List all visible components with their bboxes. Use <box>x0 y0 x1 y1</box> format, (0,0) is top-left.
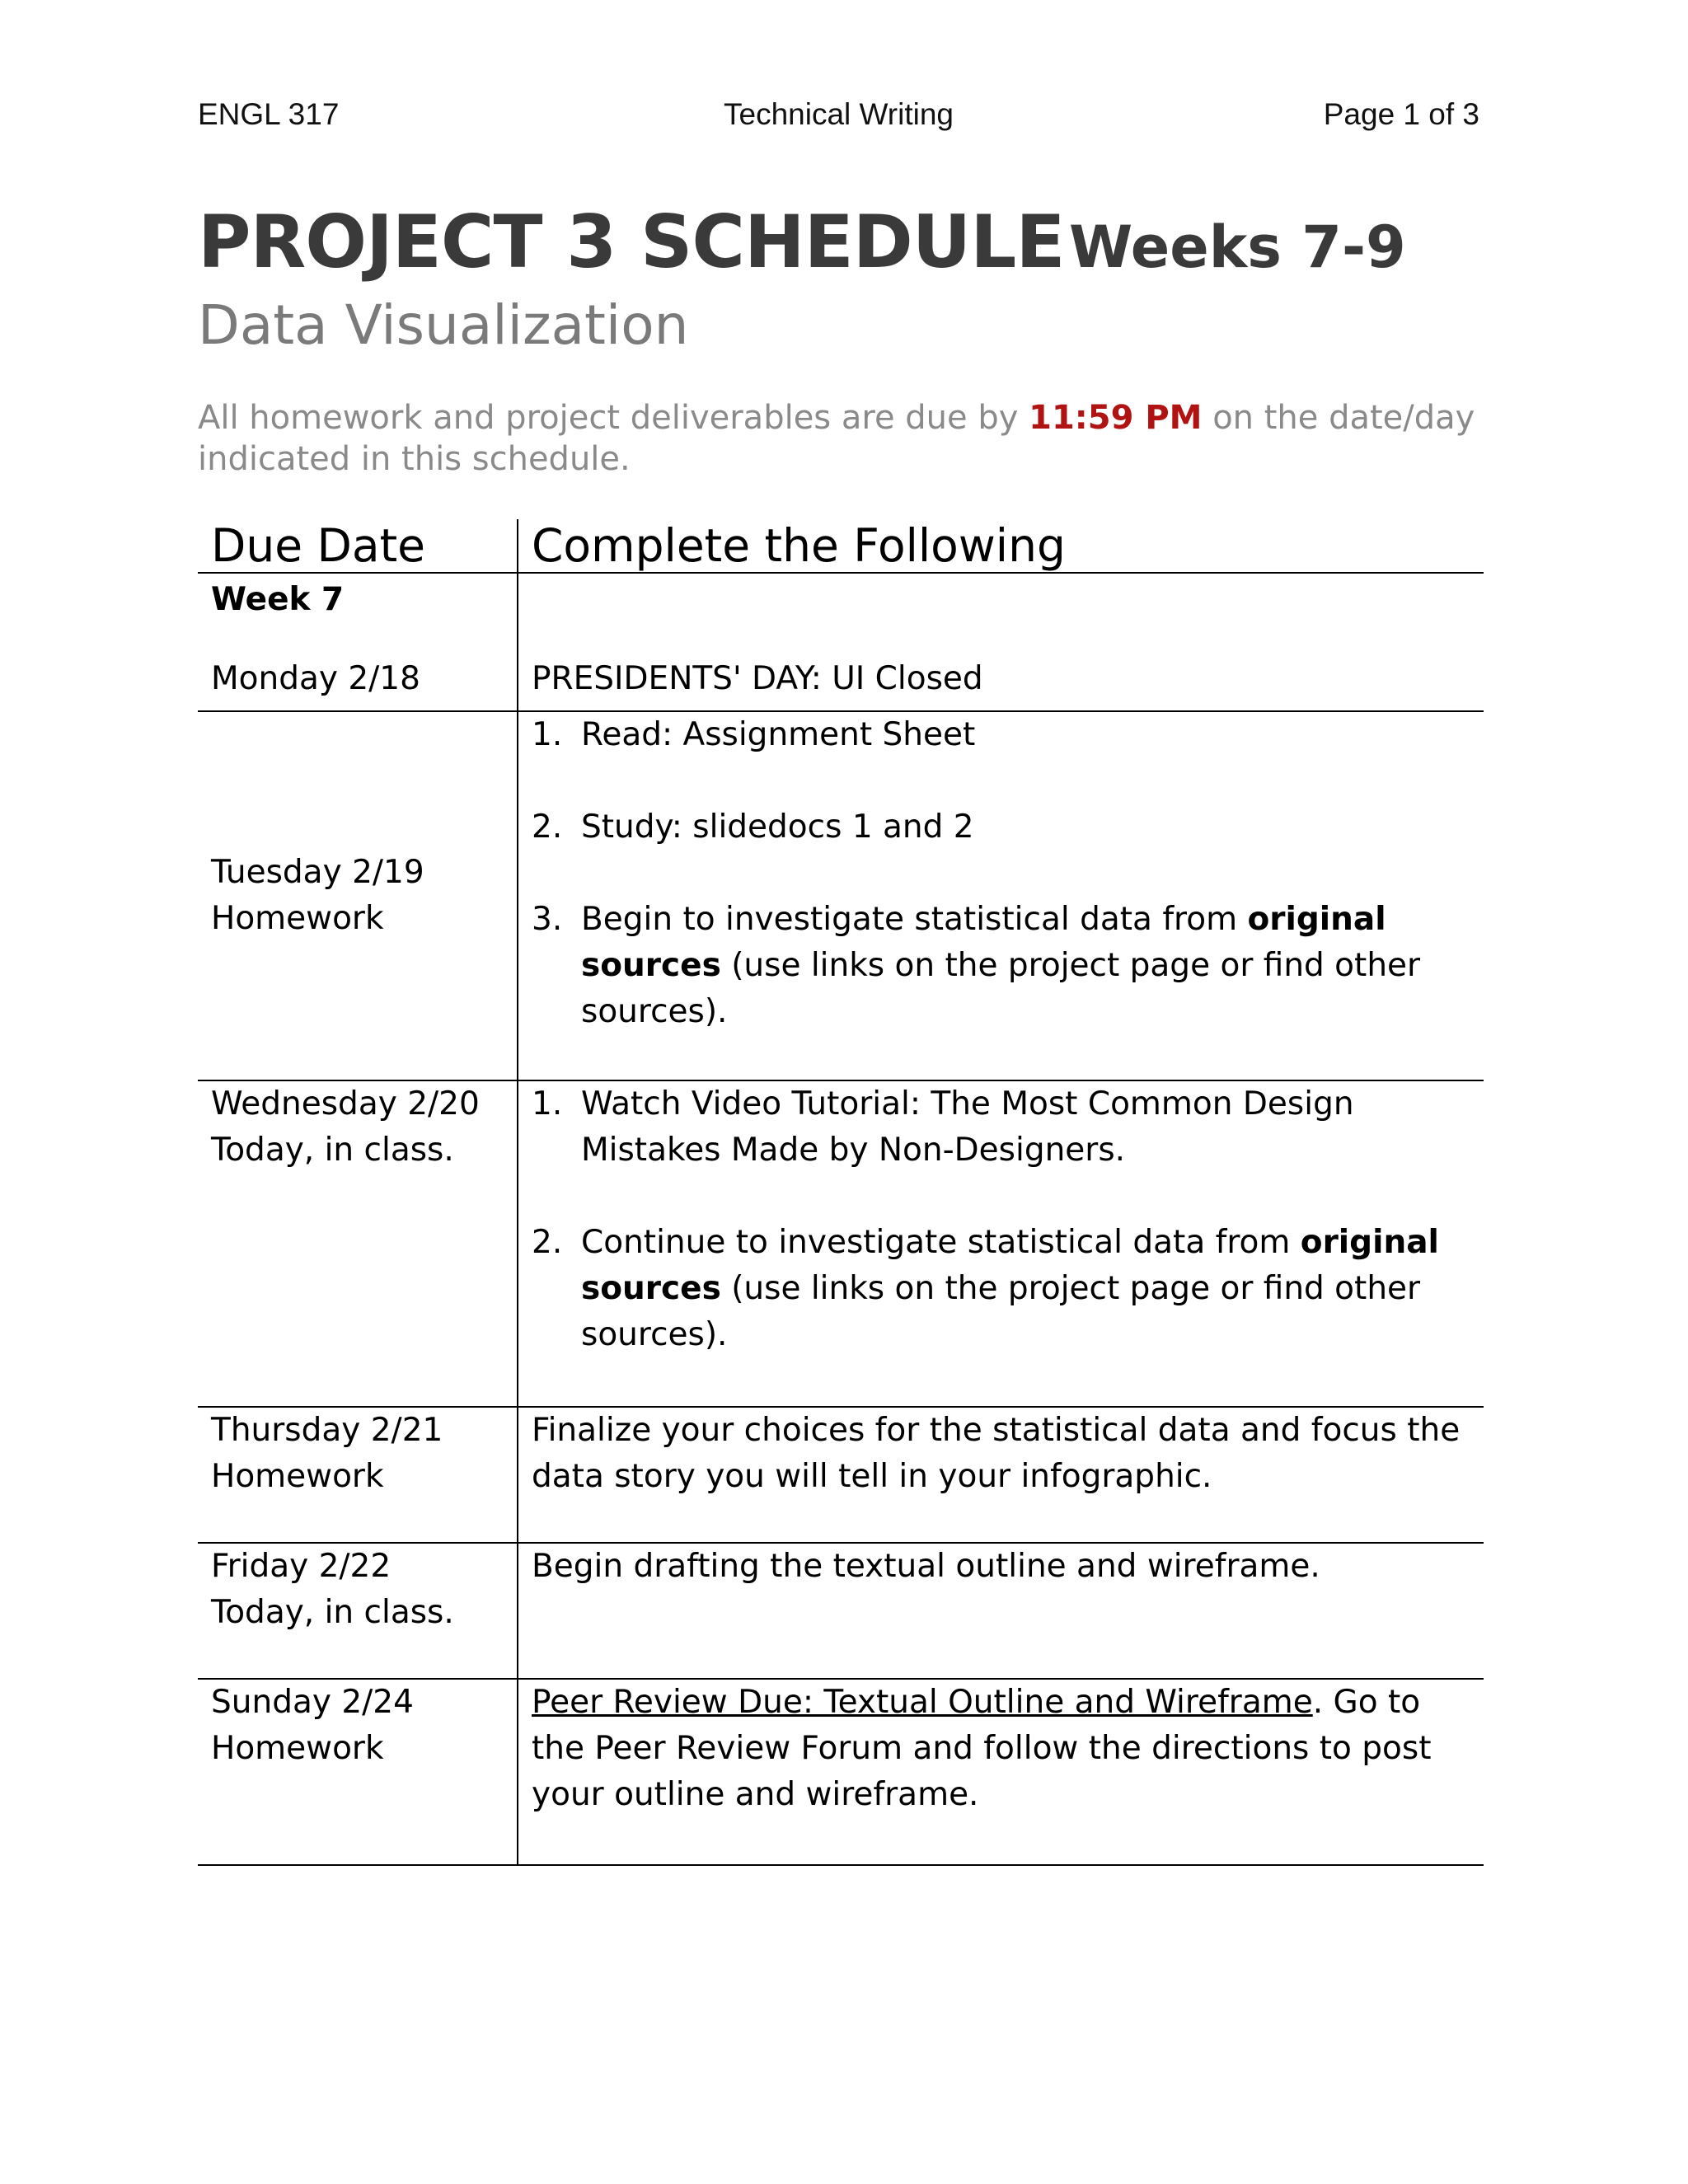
notice-text-before: All homework and project deliverables are due by <box>198 399 1029 437</box>
emphasis-text: original sources <box>581 1224 1439 1307</box>
list-item: 1. Read: Assignment Sheet <box>532 716 976 753</box>
task-list <box>532 1081 1470 1358</box>
running-header <box>198 97 1479 138</box>
table-header-row <box>198 519 1484 573</box>
task-cell <box>518 1080 1484 1407</box>
list-item: 1. Watch Video Tutorial: The Most Common Design Mistakes Made by Non-Designers. <box>532 1085 1354 1169</box>
page-subtitle: Data Visualization <box>198 293 689 357</box>
due-date: Monday 2/18 <box>211 660 420 697</box>
list-item: 2. Study: slidedocs 1 and 2 <box>532 808 974 846</box>
column-header-due-date: Due Date <box>198 519 518 573</box>
due-date-cell: Sunday 2/24 Homework <box>198 1679 518 1865</box>
title-weeks: Weeks 7-9 <box>1069 213 1406 281</box>
page-title <box>198 199 1406 284</box>
task-cell: Finalize your choices for the statistical data and focus the data story you will tell in your infographic. <box>518 1407 1484 1543</box>
task-cell <box>518 711 1484 1080</box>
title-main: PROJECT 3 SCHEDULE <box>198 199 1065 284</box>
due-date-cell <box>198 573 518 711</box>
table-row <box>198 573 1484 711</box>
course-code: ENGL 317 <box>198 97 340 131</box>
table-row <box>198 711 1484 1080</box>
due-date-cell: Friday 2/22 Today, in class. <box>198 1543 518 1679</box>
page-indicator: Page 1 of 3 <box>1323 97 1479 131</box>
task-cell: Begin drafting the textual outline and wireframe. <box>518 1543 1484 1679</box>
schedule-table <box>198 519 1484 1866</box>
due-date-cell: Thursday 2/21 Homework <box>198 1407 518 1543</box>
due-date-cell: Tuesday 2/19 Homework <box>198 711 518 1080</box>
list-item: 3. Begin to investigate statistical data from original sources (use links on the project page or find other sources). <box>532 901 1421 1030</box>
table-row <box>198 1679 1484 1865</box>
course-title: Technical Writing <box>724 97 954 131</box>
task-text: PRESIDENTS' DAY: UI Closed <box>532 660 983 697</box>
week-label: Week 7 <box>211 581 345 618</box>
task-cell <box>518 573 1484 711</box>
due-notice <box>198 397 1484 480</box>
table-row <box>198 1407 1484 1543</box>
list-item: 2. Continue to investigate statistical data from original sources (use links on the project page or find other sources). <box>532 1224 1439 1353</box>
emphasis-text: original sources <box>581 901 1386 984</box>
table-row <box>198 1543 1484 1679</box>
column-header-complete: Complete the Following <box>518 519 1484 573</box>
peer-review-link[interactable]: Peer Review Due: Textual Outline and Wireframe <box>532 1684 1313 1721</box>
table-row <box>198 1080 1484 1407</box>
task-list <box>532 712 1470 1035</box>
due-date-cell: Wednesday 2/20 Today, in class. <box>198 1080 518 1407</box>
task-cell: Peer Review Due: Textual Outline and Wireframe. Go to the Peer Review Forum and follow the directions to post your outline and wireframe. <box>518 1679 1484 1865</box>
notice-text-after: on the date/day indicated in this schedule. <box>198 399 1475 478</box>
deadline-time: 11:59 PM <box>1029 399 1203 437</box>
